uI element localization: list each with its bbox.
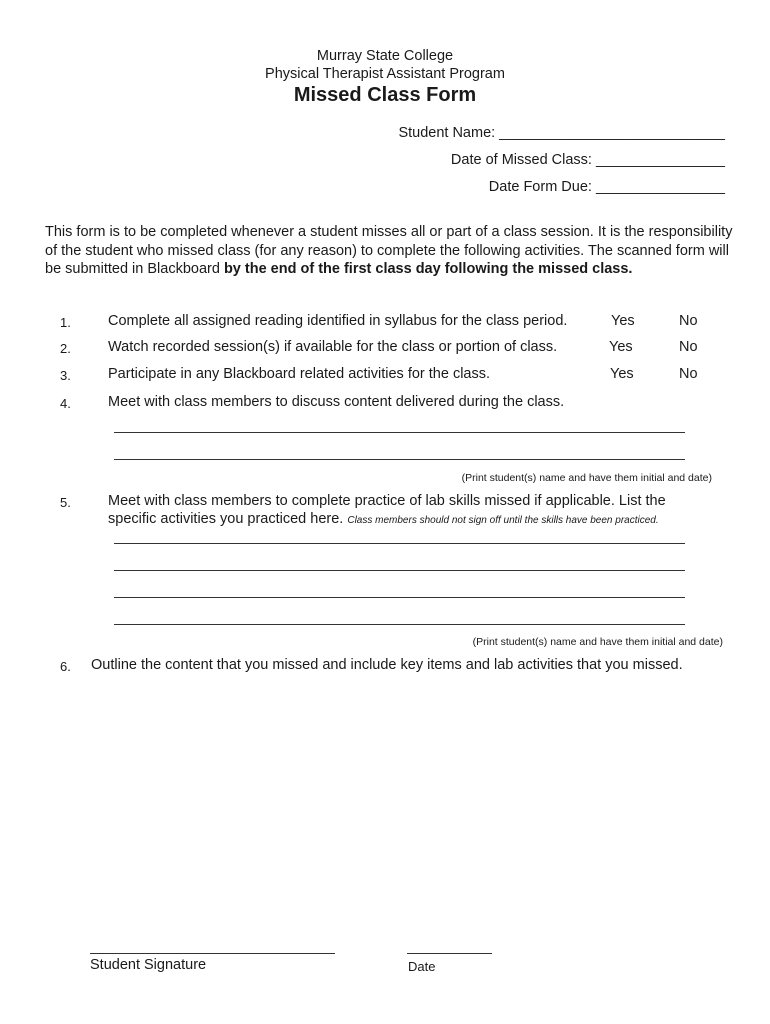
- yes-option[interactable]: Yes: [610, 366, 634, 382]
- date-label: Date: [408, 959, 436, 974]
- blank-line[interactable]: [114, 597, 685, 598]
- student-name-field[interactable]: Student Name: ____________________________: [398, 125, 725, 141]
- program-name: Physical Therapist Assistant Program: [265, 66, 505, 82]
- blank-line[interactable]: [114, 543, 685, 544]
- item-text: Participate in any Blackboard related activities for the class.: [108, 366, 491, 382]
- item-text: specific activities you practiced here.: [108, 511, 348, 527]
- item-text: Watch recorded session(s) if available for the class or portion of class.: [108, 339, 558, 355]
- signature-label: Student Signature: [90, 957, 207, 973]
- blank-line[interactable]: [114, 624, 685, 625]
- instruction-note: Class members should not sign off until the skills have been practiced.: [347, 515, 659, 526]
- no-option[interactable]: No: [679, 366, 698, 382]
- yes-option[interactable]: Yes: [611, 313, 635, 329]
- blank-line[interactable]: [114, 432, 685, 433]
- print-note: (Print student(s) name and have them initial and date): [461, 472, 712, 484]
- item-number: 5.: [60, 495, 71, 510]
- item-text: Meet with class members to complete practice of lab skills missed if applicable. List the: [108, 493, 666, 509]
- date-missed-field[interactable]: Date of Missed Class: ________________: [450, 152, 725, 168]
- blank-line[interactable]: [114, 459, 685, 460]
- print-note: (Print student(s) name and have them initial and date): [472, 636, 723, 648]
- item-text: Outline the content that you missed and include key items and lab activities that you missed.: [91, 657, 683, 673]
- no-option[interactable]: No: [679, 313, 698, 329]
- item-number: 2.: [60, 341, 71, 356]
- date-line[interactable]: [407, 953, 492, 954]
- no-option[interactable]: No: [679, 339, 698, 355]
- item-text-continued: [108, 511, 659, 527]
- intro-text: This form is to be completed whenever a student misses all or part of a class session. It is the responsibility of the student who missed class (for any reason) to complete the following activities. The scanned form will be submitted in Blackboard: [45, 224, 733, 277]
- intro-deadline: by the end of the first class day following the missed class.: [223, 261, 633, 277]
- intro-paragraph: [45, 223, 735, 279]
- yes-option[interactable]: Yes: [609, 339, 633, 355]
- form-title: Missed Class Form: [293, 84, 477, 106]
- signature-line[interactable]: [90, 953, 335, 954]
- item-text: Meet with class members to discuss content delivered during the class.: [108, 394, 565, 410]
- item-number: 3.: [60, 368, 71, 383]
- item-number: 4.: [60, 396, 71, 411]
- date-due-field[interactable]: Date Form Due: ________________: [488, 179, 725, 195]
- item-text: Complete all assigned reading identified in syllabus for the class period.: [108, 313, 568, 329]
- college-name: Murray State College: [316, 48, 454, 64]
- item-number: 6.: [60, 659, 71, 674]
- item-number: 1.: [60, 315, 71, 330]
- blank-line[interactable]: [114, 570, 685, 571]
